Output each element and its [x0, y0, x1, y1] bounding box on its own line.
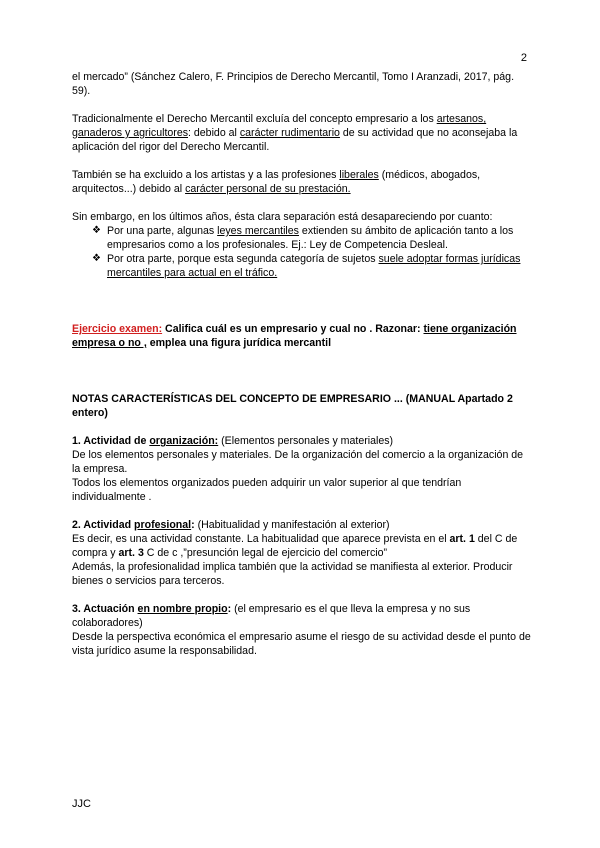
section-3-text: Desde la perspectiva económica el empresario asume el riesgo de su actividad desde el punto de vista jurídico asume la responsabilidad.: [72, 631, 531, 657]
underlined-profesional: profesional: [134, 519, 192, 531]
separation-bullet-list: [72, 224, 532, 280]
underlined-organizacion: organización:: [149, 435, 219, 447]
bullet-item: ❖ Por una parte, algunas leyes mercantiles extienden su ámbito de aplicación tanto a los empresarios como a los profesionales. Ej.: Ley de Competencia Desleal.: [92, 224, 532, 252]
liberal-professions-paragraph: También se ha excluido a los artistas y a las profesiones liberales (médicos, abogados, arquitectos...) debido al carácter personal de su prestación.: [72, 169, 481, 195]
underlined-liberales: liberales: [339, 169, 379, 181]
section-1-text: De los elementos personales y materiales. De la organización del comercio a la organización de la empresa.: [72, 449, 524, 475]
section-3-heading: 3. Actuación en nombre propio: (el empresario es el que lleva la empresa y no sus colaboradores): [72, 603, 471, 629]
underlined-artesanos: artesanos, ganaderos y agricultores: [72, 113, 487, 139]
section-2-text-2: Además, la profesionalidad implica también que la actividad se manifiesta al exterior. Producir bienes o servicios para terceros.: [72, 561, 513, 587]
notes-heading: NOTAS CARACTERÍSTICAS DEL CONCEPTO DE EMPRESARIO ... (MANUAL Apartado 2 entero): [72, 393, 513, 419]
page-number: 2: [520, 52, 527, 64]
underlined-nombre-propio: en nombre propio: [137, 603, 228, 615]
underlined-caracter-personal: carácter personal de su prestación.: [185, 183, 351, 195]
underlined-formas-juridicas: suele adoptar formas jurídicas mercantiles para actual en el tráfico.: [107, 253, 521, 279]
traditional-exclusion-paragraph: Tradicionalmente el Derecho Mercantil excluía del concepto empresario a los artesanos, ganaderos y agricultores: debido al carácter rudimentario de su actividad que no aconsejaba la aplicación del rigor del Derecho Mercantil.: [72, 113, 518, 153]
underlined-organizacion-empresa: tiene organización empresa o no ,: [72, 323, 517, 349]
section-2-text: Es decir, es una actividad constante. La habitualidad que aparece prevista en el art. 1 del C de compra y art. 3 C de c ,”presunción legal de ejercicio del comercio”: [72, 533, 518, 559]
exam-exercise-label: Ejercicio examen:: [72, 323, 163, 335]
section-1-heading: 1. Actividad de organización: (Elementos personales y materiales): [72, 435, 394, 447]
bullet-item: ❖ Por otra parte, porque esta segunda categoría de sujetos suele adoptar formas jurídicas mercantiles para actual en el tráfico.: [92, 252, 532, 280]
exam-exercise: Ejercicio examen: Califica cuál es un empresario y cual no . Razonar: tiene organización empresa o no , emplea una figura jurídica mercantil: [72, 323, 517, 349]
separation-intro: Sin embargo, en los últimos años, ésta clara separación está desapareciendo por cuanto:: [72, 211, 493, 223]
footer-initials: JJC: [72, 798, 91, 810]
underlined-leyes-mercantiles: leyes mercantiles: [217, 225, 299, 237]
underlined-caracter-rudimentario: carácter rudimentario: [239, 127, 340, 139]
page-content: [72, 70, 532, 658]
citation-paragraph: el mercado” (Sánchez Calero, F. Principios de Derecho Mercantil, Tomo I Aranzadi, 2017, pág. 59).: [72, 71, 515, 97]
section-2-heading: 2. Actividad profesional: (Habitualidad y manifestación al exterior): [72, 519, 390, 531]
section-1-text-2: Todos los elementos organizados pueden adquirir un valor superior al que tendrían individualmente .: [72, 477, 462, 503]
